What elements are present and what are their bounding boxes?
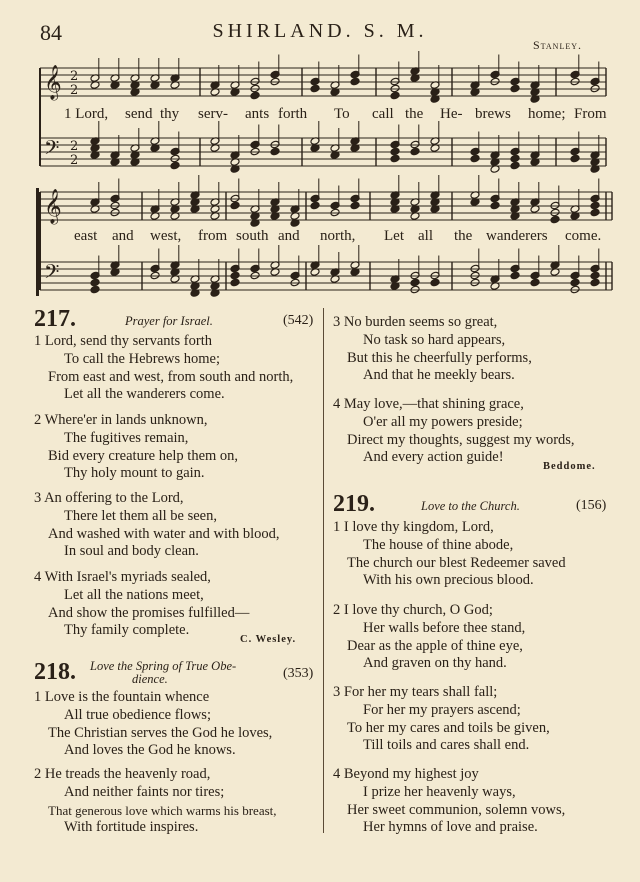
composer: Stanley.	[532, 38, 582, 52]
hymn-meter: (542)	[283, 313, 314, 328]
lyric-word: south	[236, 228, 269, 244]
lyric-word: 1 Lord,	[64, 106, 109, 122]
hymn-number: 219.	[333, 491, 375, 517]
lyric-word: call	[372, 106, 394, 122]
lyric-word: come.	[565, 228, 602, 244]
tune-title: SHIRLAND. S. M.	[212, 20, 428, 42]
lyric-word: He-	[440, 106, 463, 122]
lyric-word: send	[125, 106, 153, 122]
stanza: 1 I love thy kingdom, Lord, The house of thine abode, The church our blest Redeemer saved With his own precious blood.	[333, 519, 566, 589]
svg-text:𝄢: 𝄢	[44, 260, 60, 288]
hymn-meter: (156)	[576, 498, 607, 513]
stanza: 2 I love thy church, O God; Her walls before thee stand, Dear as the apple of thine eye, And graven on thy hand.	[333, 602, 526, 672]
svg-text:𝄢: 𝄢	[44, 136, 60, 164]
lyric-word: from	[198, 228, 228, 244]
hymn-title-cont: dience.	[132, 672, 168, 686]
stanza: 3 An offering to the Lord, There let them all be seen, And washed with water and with blood, In soul and body clean.	[34, 490, 280, 560]
svg-text:2: 2	[70, 69, 79, 84]
lyric-word: ants	[245, 106, 270, 122]
lyric-word: brews	[475, 106, 511, 122]
svg-text:𝄞: 𝄞	[44, 189, 62, 224]
hymn-number: 217.	[34, 306, 76, 332]
hymn-title: Love to the Church.	[421, 499, 520, 513]
lyric-word: wanderers	[486, 228, 548, 244]
lyric-word: west,	[150, 228, 182, 244]
lyric-word: and	[278, 228, 300, 244]
hymn-author: Beddome.	[543, 461, 596, 472]
lyric-word: Let	[384, 228, 404, 244]
lyric-word: all	[418, 228, 433, 244]
lyric-word: east	[74, 228, 98, 244]
hymn-title: Love the Spring of True Obe-	[90, 659, 237, 673]
stanza: 3 No burden seems so great, No task so hard appears, But this he cheerfully performs, And that he meekly bears.	[333, 314, 532, 384]
lyric-word: To	[334, 106, 350, 122]
hymn-author: C. Wesley.	[240, 634, 297, 645]
lyric-word: thy	[160, 106, 180, 122]
stanza: 4 Beyond my highest joy I prize her heavenly ways, Her sweet communion, solemn vows, Her hymns of love and praise.	[333, 766, 566, 836]
svg-text:2: 2	[70, 153, 79, 168]
svg-text:𝄞: 𝄞	[44, 65, 62, 100]
stanza: 2 Where'er in lands unknown, The fugitives remain, Bid every creature help them on, Thy holy mount to gain.	[34, 412, 239, 482]
hymn-title: Prayer for Israel.	[125, 314, 213, 328]
stanza: 4 May love,—that shining grace, O'er all my powers preside; Direct my thoughts, suggest my words, And every action guide!	[333, 396, 575, 466]
hymn-meter: (353)	[283, 666, 314, 681]
lyric-word: the	[405, 106, 424, 122]
column-divider	[323, 308, 324, 833]
page-number: 84	[40, 20, 62, 45]
stanza: 3 For her my tears shall fall; For her my prayers ascend; To her my cares and toils be given, Till toils and cares shall end.	[333, 684, 550, 754]
hymn-number: 218.	[34, 659, 76, 685]
lyric-word: home;	[528, 106, 566, 122]
svg-text:2: 2	[70, 139, 79, 154]
lyric-word: and	[112, 228, 134, 244]
stanza: 2 He treads the heavenly road, And neither faints nor tires; That generous love which warms his breast, With fortitude inspires.	[34, 766, 277, 836]
stanza: 1 Lord, send thy servants forth To call the Hebrews home; From east and west, from south and north, Let all the wanderers come.	[34, 333, 294, 403]
lyric-word: the	[454, 228, 473, 244]
stanza: 4 With Israel's myriads sealed, Let all the nations meet, And show the promises fulfilled— Thy family complete.	[34, 569, 250, 639]
music-score	[0, 0, 640, 305]
lyric-word: forth	[278, 106, 308, 122]
stanza: 1 Love is the fountain whence All true obedience flows; The Christian serves the God he loves, And loves the God he knows.	[34, 689, 273, 759]
lyric-word: serv-	[198, 106, 228, 122]
lyric-word: north,	[320, 228, 356, 244]
svg-text:2: 2	[70, 83, 79, 98]
lyric-word: From	[574, 106, 607, 122]
